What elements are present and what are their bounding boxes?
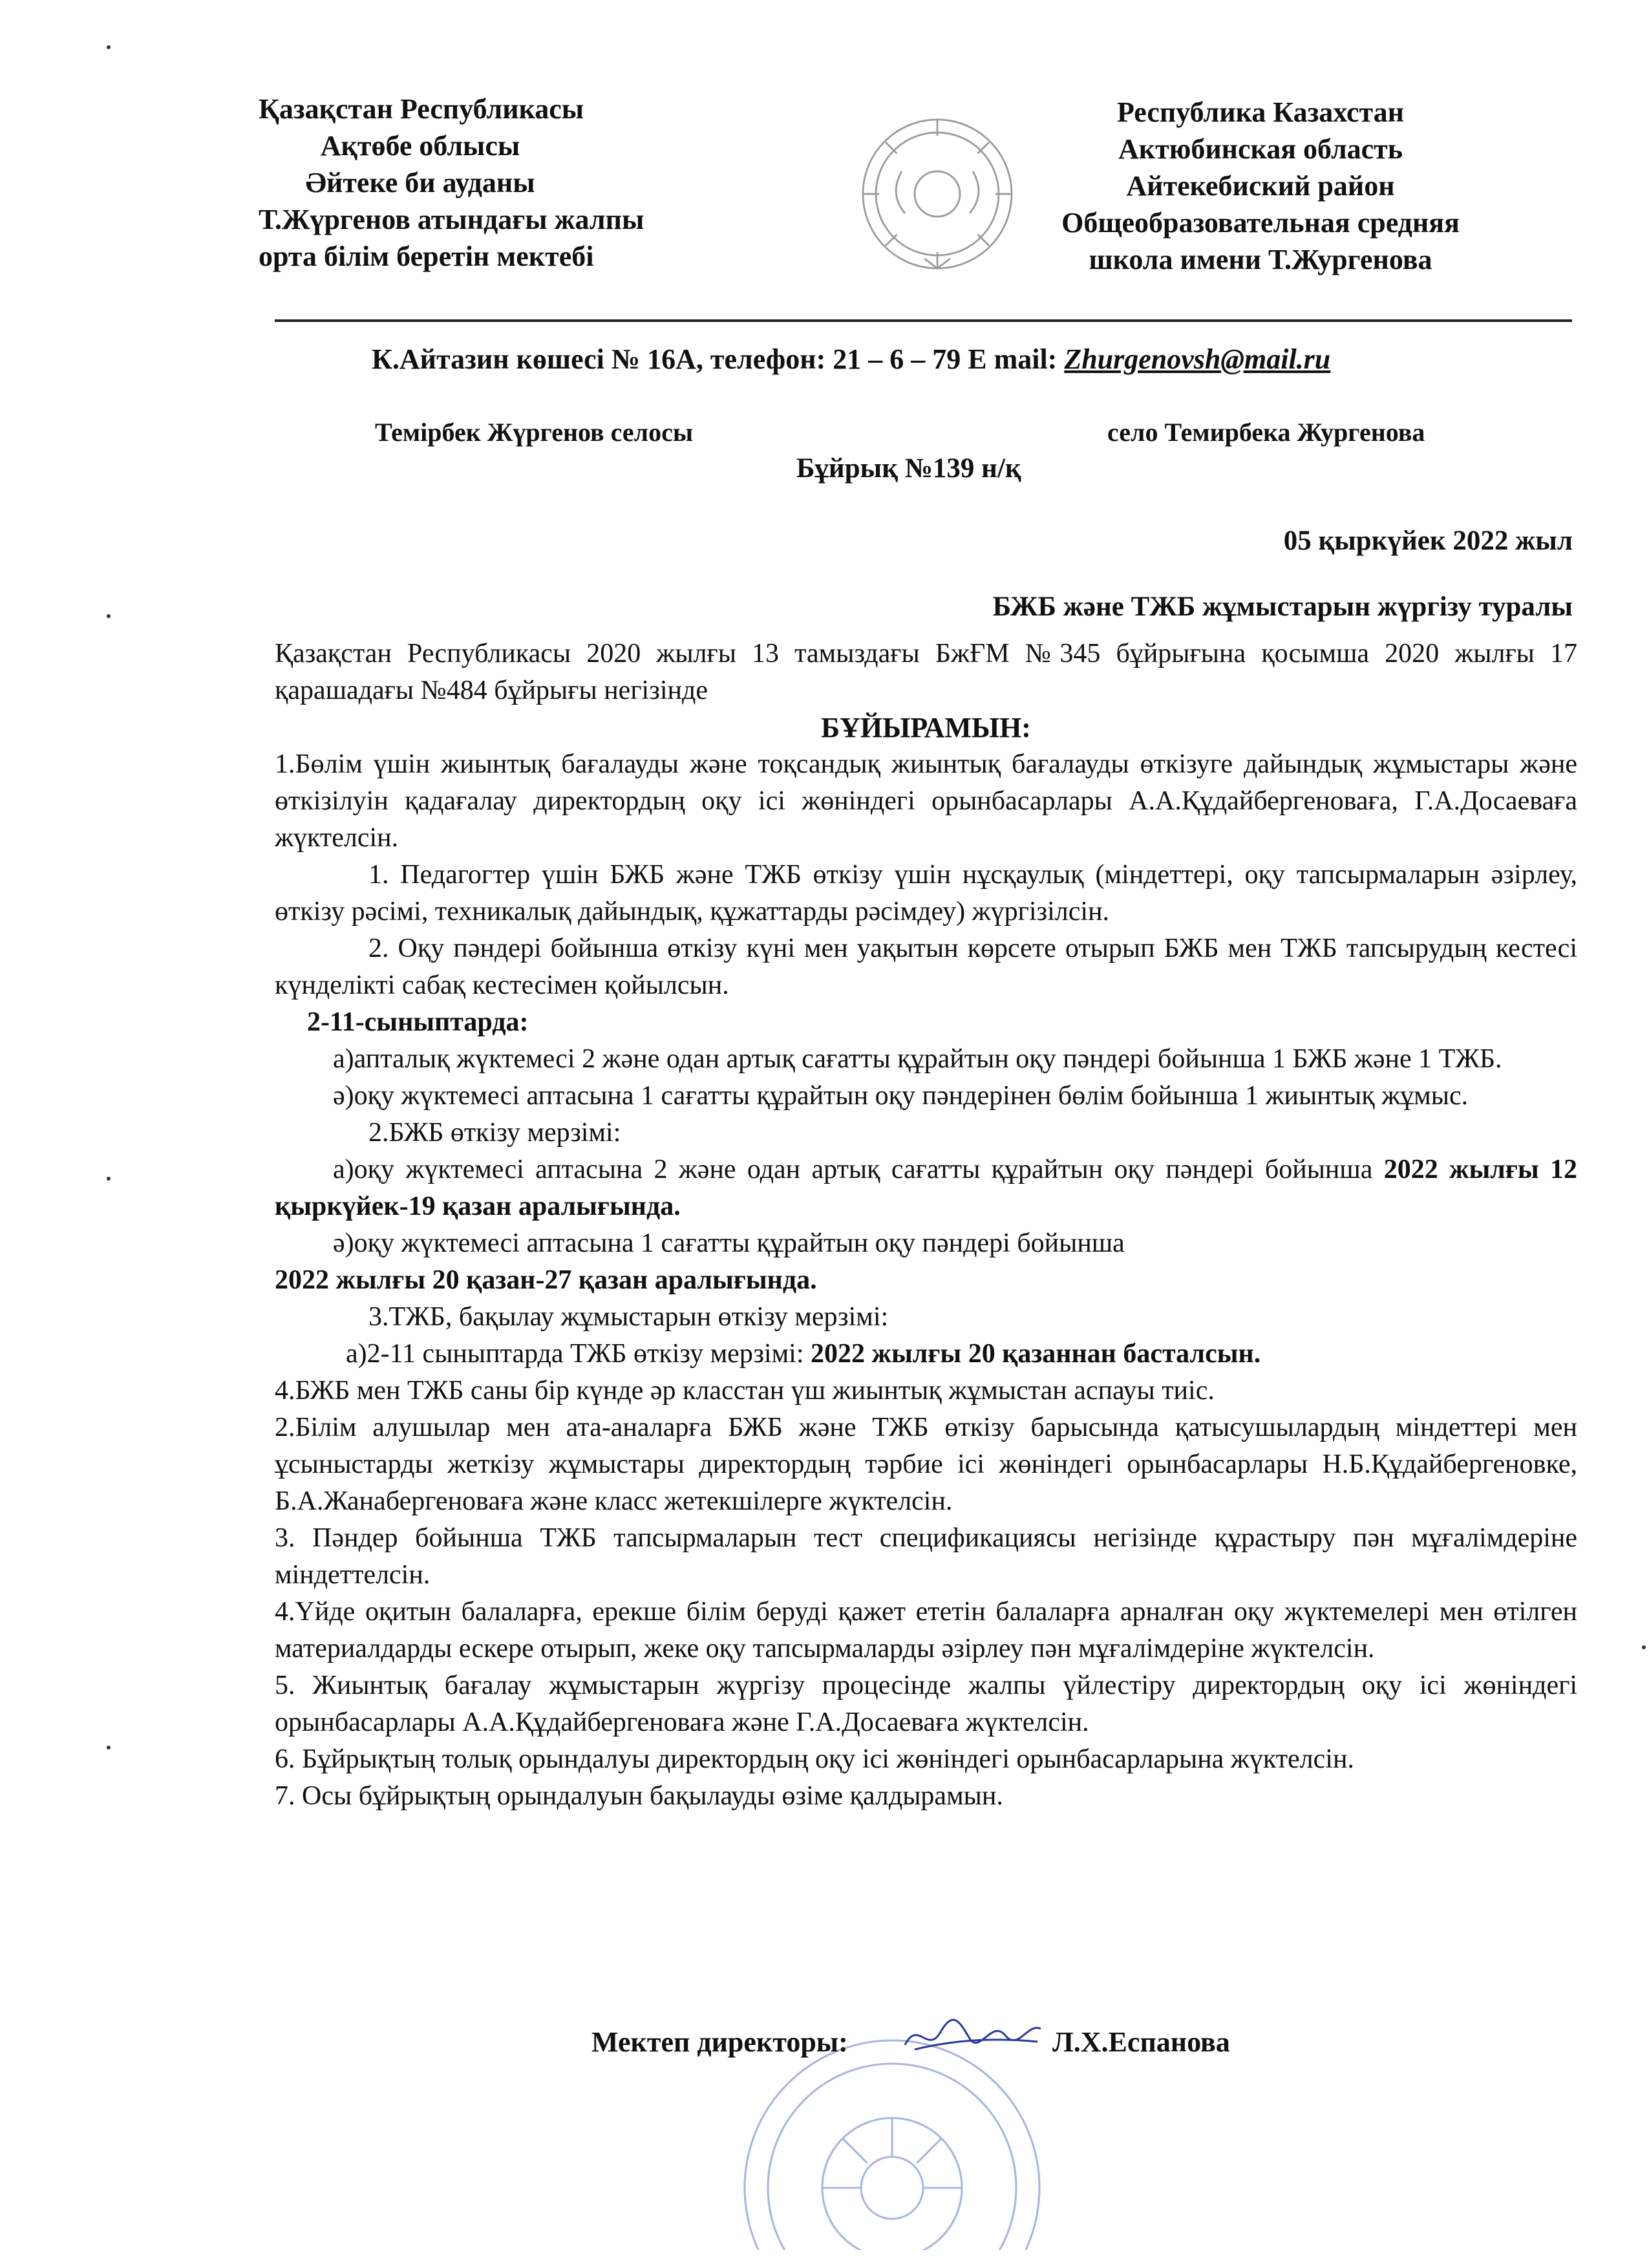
item-p11: 4.БЖБ мен ТЖБ саны бір күнде әр класстан үш жиынтық жұмыстан аспауы тиіс. bbox=[275, 1376, 1215, 1406]
header-ru bbox=[1060, 94, 1461, 278]
header-kz-line: орта білім беретін мектебі bbox=[259, 241, 594, 272]
header-kz-line: Ақтөбе облысы bbox=[320, 130, 520, 162]
header-kz-line: Әйтеке би ауданы bbox=[305, 167, 535, 198]
scan-speck bbox=[1642, 1645, 1646, 1649]
item-p7 bbox=[275, 1151, 1577, 1225]
header-kz-line: Т.Жүргенов атындағы жалпы bbox=[259, 204, 644, 235]
item-p10 bbox=[275, 1336, 1577, 1373]
preamble: Қазақстан Республикасы 2020 жылғы 13 тамыздағы БжҒМ №345 бұйрығына қосымша 2020 жылғы 17 қарашадағы №484 бұйрығы негізінде bbox=[275, 639, 1577, 705]
item-p9: 3.ТЖБ, бақылау жұмыстарын өткізу мерзімі: bbox=[368, 1302, 889, 1332]
item-p14: 4.Үйде оқитын балаларға, ерекше білім беруді қажет ететін балаларға арналған оқу жүктемелері мен өтілген материалдарды ескере отырып, жеке оқу тапсырмаларды әзірлеу пән мұғалімдеріне жүктелсін. bbox=[275, 1597, 1577, 1664]
item-p7-text: а)оқу жүктемесі аптасына 2 және одан артық сағатты құрайтын оқу пәндері бойынша bbox=[333, 1155, 1373, 1184]
item-p8: ә)оқу жүктемесі аптасына 1 сағатты құрайтын оқу пәндері бойынша bbox=[333, 1228, 1125, 1258]
item-p6: 2.БЖБ өткізу мерзімі: bbox=[368, 1118, 621, 1148]
item-p15: 5. Жиынтық бағалау жұмыстарын жүргізу процесінде жалпы үйлестіру директордың оқу ісі жөніндегі орынбасарлары А.А.Құдайбергеноваға және Г.А.Досаеваға жүктелсін. bbox=[275, 1671, 1577, 1737]
address-text: К.Айтазин көшесі № 16А, телефон: 21 – 6 – 79 E mail: bbox=[372, 343, 1065, 375]
order-number: Бұйрық №139 н/қ bbox=[796, 453, 1021, 484]
item-p12: 2.Білім алушылар мен ата-аналарға БЖБ және ТЖБ өткізу барысында қатысушылардың міндеттері мен ұсыныстарды жеткізу жұмыстары директордың тәрбие ісі жөніндегі орынбасарлары Н.Б.Құдайбергеновке, Б.А.Жанабергеноваға және класс жетекшілерге жүктелсін. bbox=[275, 1413, 1577, 1516]
header-ru-line: Республика Казахстан bbox=[1116, 96, 1405, 128]
item-p7-dates: 2022 жылғы 12 қыркүйек-19 қазан аралығында. bbox=[275, 1155, 1577, 1221]
village-ru: село Темирбека Жургенова bbox=[1107, 418, 1425, 447]
decree-title: БҰЙЫРАМЫН: bbox=[821, 712, 1031, 744]
scan-speck bbox=[107, 614, 111, 618]
header-kz-line: Қазақстан Республикасы bbox=[259, 93, 584, 125]
scan-speck bbox=[107, 1746, 111, 1749]
header-kz bbox=[259, 91, 644, 275]
email-link[interactable]: Zhurgenovsh@mail.ru bbox=[1064, 343, 1331, 375]
director-name: Л.Х.Еспанова bbox=[1052, 2026, 1230, 2058]
item-p3: 2. Оқу пәндері бойынша өткізу күні мен уақытын көрсете отырып БЖБ мен ТЖБ тапсырудың кестесі күнделікті сабақ кестесімен қойылсын. bbox=[275, 934, 1577, 1000]
header-ru-line: школа имени Т.Жургенова bbox=[1089, 244, 1432, 275]
order-subject: БЖБ және ТЖБ жұмыстарын жүргізу туралы bbox=[992, 592, 1573, 622]
order-body bbox=[275, 636, 1577, 1815]
item-p4: а)апталық жүктемесі 2 және одан артық сағатты құрайтын оқу пәндері бойынша 1 БЖБ және 1 ТЖБ. bbox=[333, 1044, 1502, 1074]
item-p10-date: 2022 жылғы 20 қазаннан басталсын. bbox=[811, 1339, 1261, 1369]
header-ru-line: Айтекебиский район bbox=[1126, 170, 1395, 202]
classes-heading: 2-11-сыныптарда: bbox=[307, 1007, 529, 1037]
header-ru-line: Актюбинская область bbox=[1118, 133, 1403, 165]
item-p8-dates: 2022 жылғы 20 қазан-27 қазан аралығында. bbox=[275, 1265, 817, 1295]
item-p16: 6. Бұйрықтың толық орындалуы директордың оқу ісі жөніндегі орынбасарларына жүктелсін. bbox=[275, 1744, 1354, 1774]
scan-speck bbox=[107, 45, 111, 49]
scan-speck bbox=[107, 1177, 111, 1181]
header-ru-line: Общеобразовательная средняя bbox=[1061, 207, 1460, 239]
handwritten-signature-icon bbox=[902, 2009, 1044, 2058]
item-p2: 1. Педагогтер үшін БЖБ және ТЖБ өткізу үшін нұсқаулық (міндеттері, оқу тапсырмаларын әзірлеу, өткізу рәсімі, техникалық дайындық, құжаттарды рәсімдеу) жүргізілсін. bbox=[275, 860, 1577, 926]
order-date: 05 қыркүйек 2022 жыл bbox=[1283, 526, 1573, 556]
state-emblem-icon bbox=[856, 113, 1018, 275]
school-address bbox=[372, 343, 1330, 376]
item-p10-text: а)2-11 сыныптарда ТЖБ өткізу мерзімі: bbox=[346, 1339, 811, 1369]
item-p13: 3. Пәндер бойынша ТЖБ тапсырмаларын тест спецификациясы негізінде құрастыру пән мұғалімдеріне міндеттелсін. bbox=[275, 1523, 1577, 1590]
header-divider bbox=[275, 319, 1572, 322]
signature-block bbox=[591, 2026, 848, 2059]
signature-title: Мектеп директоры: bbox=[591, 2026, 848, 2058]
item-p5: ә)оқу жүктемесі аптасына 1 сағатты құрайтын оқу пәндерінен бөлім бойынша 1 жиынтық жұмыс. bbox=[333, 1081, 1469, 1111]
item-p1: 1.Бөлім үшін жиынтық бағалауды және тоқсандық жиынтық бағалауды өткізуге дайындық жұмыстары және өткізілуін қадағалау директордың оқу ісі жөніндегі орынбасарлары А.А.Құдайбергеноваға, Г.А.Досаеваға жүктелсін. bbox=[275, 749, 1577, 853]
item-p17: 7. Осы бұйрықтың орындалуын бақылауды өзіме қалдырамын. bbox=[275, 1781, 1003, 1811]
village-kz: Темірбек Жүргенов селосы bbox=[375, 418, 694, 447]
